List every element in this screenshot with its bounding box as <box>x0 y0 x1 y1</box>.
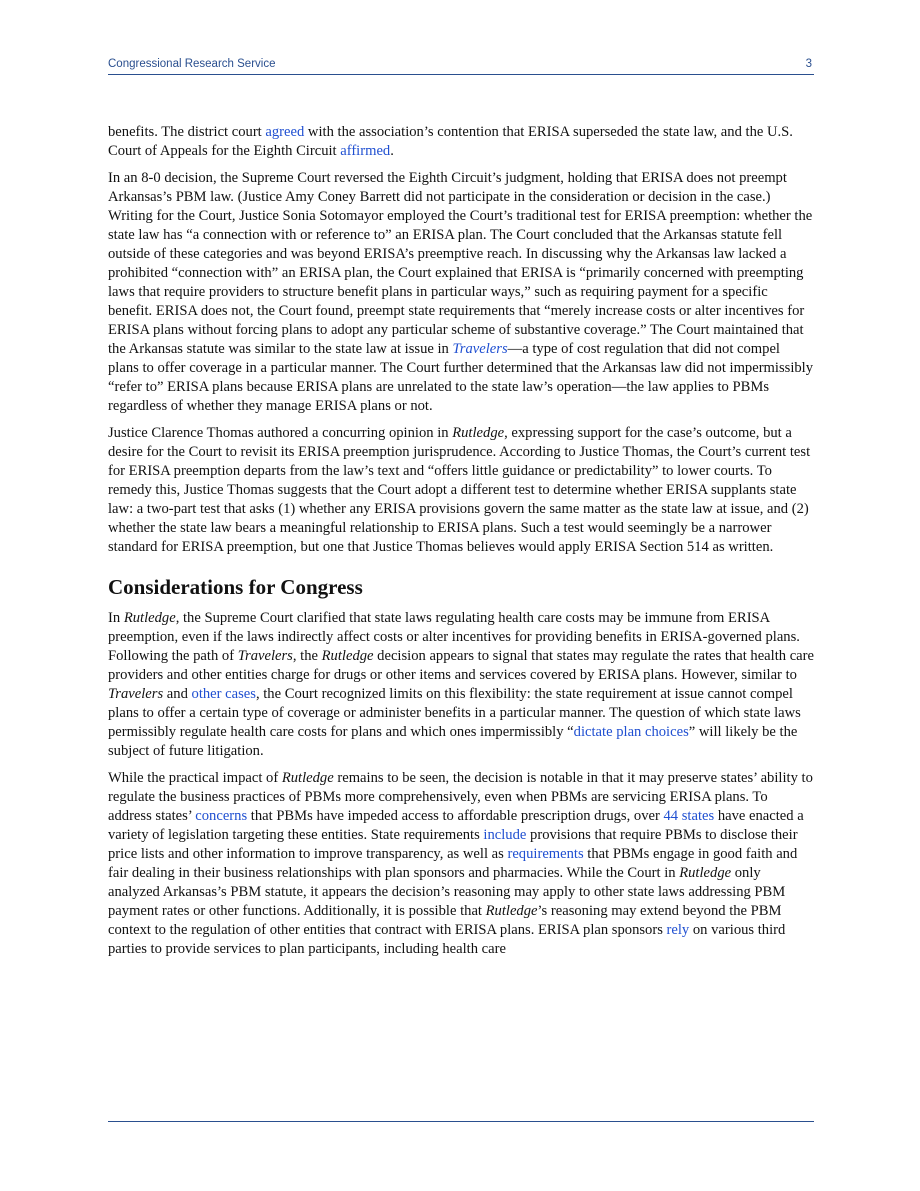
paragraph-4 <box>108 609 814 761</box>
text-run: decision appears to signal that states may regulate the rates that health care providers and other entities charge for drugs or other items and services covered by ERISA plans. However, similar to <box>108 648 814 683</box>
paragraph-2 <box>108 169 814 416</box>
text-run: In <box>108 610 124 626</box>
text-run: benefits. The district court <box>108 124 266 140</box>
text-run: , expressing support for the case’s outcome, but a desire for the Court to revisit its ERISA preemption jurisprudence. According to Justice Thomas, the Court’s current test for ERISA preemption departs from the law’s text and “offers little guidance or predictability” to lower courts. To remedy this, Justice Thomas suggests that the Court adopt a different test to determine whether ERISA supplants state law: a two-part test that asks (1) whether any ERISA provisions govern the same matter as the state law at issue, and (2) whether the state law bears a meaningful relationship to ERISA plans. Such a test would seemingly be a narrower standard for ERISA preemption, but one that Justice Thomas believes would apply ERISA Section 514 as written. <box>108 425 811 555</box>
case-name: Rutledge <box>321 648 374 664</box>
link-concerns[interactable]: concerns <box>195 808 248 824</box>
text-run: , the Supreme Court clarified that state laws regulating health care costs may be immune from ERISA preemption, even if the laws indirectly affect costs or alter incentives for providing benefits in ERISA-governed plans. Following the path of <box>108 610 800 664</box>
section-heading: Considerations for Congress <box>108 575 363 599</box>
text-run: and <box>163 686 192 702</box>
header-org: Congressional Research Service <box>108 58 276 70</box>
case-name: Rutledge <box>485 903 538 919</box>
link-44-states[interactable]: 44 states <box>663 808 715 824</box>
text-run: have enacted a variety of legislation targeting these entities. State requirements <box>108 808 804 843</box>
text-run: remains to be seen, the decision is notable in that it may preserve states’ ability to regulate the business practices of PBMs more comprehensively, even when PBMs are servicing ERISA plans. To address states’ <box>108 770 813 824</box>
paragraph-1 <box>108 123 814 161</box>
case-name: Travelers <box>237 648 293 664</box>
text-run: provisions that require PBMs to disclose their price lists and other information to improve transparency, as well as <box>108 827 798 862</box>
text-run: While the practical impact of <box>108 770 282 786</box>
link-dictate-plan-choices[interactable]: dictate plan choices <box>573 724 689 740</box>
page-header <box>108 56 814 75</box>
case-name: Rutledge <box>452 425 505 441</box>
link-agreed[interactable]: agreed <box>265 124 305 140</box>
case-name: Rutledge <box>123 610 176 626</box>
page-number: 3 <box>805 58 812 70</box>
text-run: In an 8-0 decision, the Supreme Court reversed the Eighth Circuit’s judgment, holding that ERISA does not preempt Arkansas’s PBM law. (Justice Amy Coney Barrett did not participate in the consideration or decision in the case.) Writing for the Court, Justice Sonia Sotomayor employed the Court’s traditional test for ERISA preemption: whether the state law has “a connection with or reference to” an ERISA plan. The Court concluded that the Arkansas statute fell outside of these categories and was beyond ERISA’s preemptive reach. In discussing why the Arkansas law lacked a prohibited “connection with” an ERISA plan, the Court explained that ERISA is “primarily concerned with preempting laws that require providers to structure benefit plans in particular ways,” such as requiring payment for a specific benefit. ERISA does not, the Court found, preempt state requirements that “merely increase costs or alter incentives for ERISA plans without forcing plans to adopt any particular scheme of substantive coverage.” The Court maintained that the Arkansas statute was similar to the state law at issue in <box>108 170 813 357</box>
text-run: that PBMs engage in good faith and fair dealing in their business relationships with plan sponsors and pharmacies. While the Court in <box>108 846 798 881</box>
link-requirements[interactable]: requirements <box>507 846 584 862</box>
text-run: ’s reasoning may extend beyond the PBM context to the regulation of other entities that contract with ERISA plans. ERISA plan sponsors <box>108 903 782 938</box>
text-run: , the Court recognized limits on this flexibility: the state requirement at issue cannot compel plans to offer a certain type of coverage or administer benefits in a particular manner. The question of which state laws permissibly regulate health care costs for plans and which ones impermissibly “ <box>108 686 801 740</box>
text-run: with the association’s contention that ERISA superseded the state law, and the U.S. Court of Appeals for the Eighth Circuit <box>108 124 793 159</box>
text-run: —a type of cost regulation that did not compel plans to offer coverage in a particular manner. The Court further determined that the Arkansas law did not impermissibly “refer to” ERISA plans because ERISA plans are unrelated to the state law’s operation—the law applies to PBMs regardless of whether they manage ERISA plans or not. <box>108 341 814 414</box>
link-rely[interactable]: rely <box>666 922 690 938</box>
text-run: ” will likely be the subject of future litigation. <box>108 724 798 759</box>
link-include[interactable]: include <box>483 827 527 843</box>
footer-divider <box>108 1121 814 1122</box>
case-name: Travelers <box>108 686 164 702</box>
text-run: that PBMs have impeded access to affordable prescription drugs, over <box>247 808 664 824</box>
link-other-cases[interactable]: other cases <box>191 686 256 702</box>
case-name: Rutledge <box>281 770 334 786</box>
text-run: , the <box>292 648 322 664</box>
paragraph-3 <box>108 424 814 557</box>
link-travelers-text: Travelers <box>452 341 508 357</box>
link-travelers[interactable] <box>453 341 508 357</box>
document-body <box>108 123 814 967</box>
text-run: . <box>390 143 394 159</box>
paragraph-5 <box>108 769 814 959</box>
text-run: Justice Clarence Thomas authored a concurring opinion in <box>108 425 453 441</box>
text-run: only analyzed Arkansas’s PBM statute, it appears the decision’s reasoning may apply to other state laws addressing PBM payment rates or other functions. Additionally, it is possible that <box>108 865 786 919</box>
text-run: on various third parties to provide services to plan participants, including health care <box>108 922 786 957</box>
link-affirmed[interactable]: affirmed <box>340 143 391 159</box>
case-name: Rutledge <box>679 865 732 881</box>
